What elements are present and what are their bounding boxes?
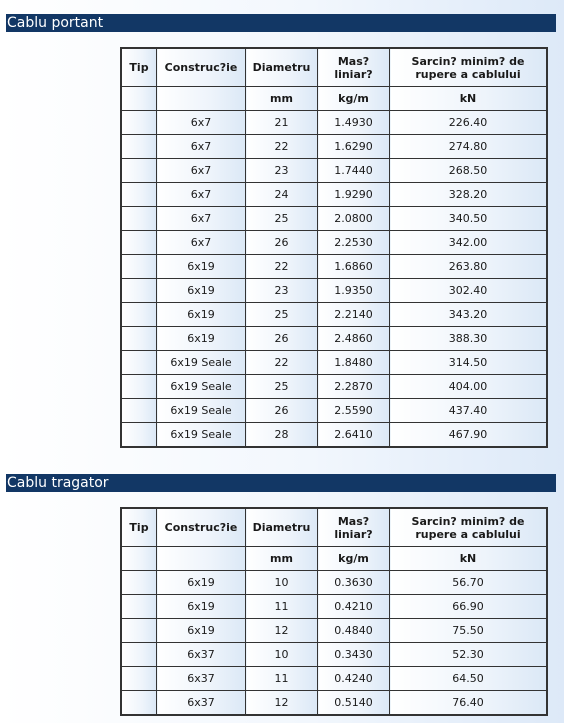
cell-diametru: 28 bbox=[246, 423, 318, 448]
cell-tip bbox=[121, 619, 157, 643]
cell-diametru: 11 bbox=[246, 595, 318, 619]
table-row bbox=[121, 667, 547, 691]
cell-sarcina: 66.90 bbox=[390, 595, 548, 619]
cell-diametru: 24 bbox=[246, 183, 318, 207]
cell-constructie: 6x19 Seale bbox=[157, 351, 246, 375]
cell-tip bbox=[121, 207, 157, 231]
cell-sarcina: 76.40 bbox=[390, 691, 548, 716]
cell-tip bbox=[121, 303, 157, 327]
cell-constructie: 6x19 bbox=[157, 303, 246, 327]
table-row bbox=[121, 375, 547, 399]
cell-sarcina: 263.80 bbox=[390, 255, 548, 279]
unit-tip bbox=[121, 87, 157, 111]
table-row bbox=[121, 303, 547, 327]
cell-diametru: 10 bbox=[246, 643, 318, 667]
table-row bbox=[121, 255, 547, 279]
cell-masa-liniara: 1.6860 bbox=[318, 255, 390, 279]
table-body-cablu-portant bbox=[121, 111, 547, 448]
cell-tip bbox=[121, 423, 157, 448]
table-row bbox=[121, 571, 547, 595]
unit-diametru: mm bbox=[246, 87, 318, 111]
cell-tip bbox=[121, 691, 157, 716]
cell-constructie: 6x19 bbox=[157, 571, 246, 595]
unit-diametru: mm bbox=[246, 547, 318, 571]
cell-masa-liniara: 0.3430 bbox=[318, 643, 390, 667]
cell-sarcina: 64.50 bbox=[390, 667, 548, 691]
cell-masa-liniara: 2.4860 bbox=[318, 327, 390, 351]
cell-sarcina: 388.30 bbox=[390, 327, 548, 351]
table-row bbox=[121, 327, 547, 351]
header-sarcina-minima: Sarcin? minim? de rupere a cablului bbox=[390, 48, 548, 87]
cell-diametru: 26 bbox=[246, 399, 318, 423]
cell-diametru: 23 bbox=[246, 279, 318, 303]
cell-sarcina: 437.40 bbox=[390, 399, 548, 423]
cell-diametru: 22 bbox=[246, 351, 318, 375]
cell-constructie: 6x37 bbox=[157, 691, 246, 716]
cell-sarcina: 52.30 bbox=[390, 643, 548, 667]
header-masa-liniara: Mas? liniar? bbox=[318, 508, 390, 547]
cell-diametru: 11 bbox=[246, 667, 318, 691]
table-row bbox=[121, 351, 547, 375]
unit-masa-liniara: kg/m bbox=[318, 547, 390, 571]
cell-constructie: 6x19 bbox=[157, 619, 246, 643]
cell-constructie: 6x19 bbox=[157, 279, 246, 303]
cell-tip bbox=[121, 231, 157, 255]
unit-constructie bbox=[157, 87, 246, 111]
cell-sarcina: 328.20 bbox=[390, 183, 548, 207]
cell-constructie: 6x19 bbox=[157, 255, 246, 279]
cell-masa-liniara: 1.4930 bbox=[318, 111, 390, 135]
unit-constructie bbox=[157, 547, 246, 571]
cell-tip bbox=[121, 399, 157, 423]
header-constructie: Construc?ie bbox=[157, 48, 246, 87]
cell-diametru: 10 bbox=[246, 571, 318, 595]
cell-diametru: 26 bbox=[246, 231, 318, 255]
cell-sarcina: 404.00 bbox=[390, 375, 548, 399]
table-cablu-portant bbox=[120, 47, 548, 448]
cell-masa-liniara: 2.2530 bbox=[318, 231, 390, 255]
table-units-row bbox=[121, 547, 547, 571]
cell-sarcina: 342.00 bbox=[390, 231, 548, 255]
cell-diametru: 26 bbox=[246, 327, 318, 351]
table-row bbox=[121, 159, 547, 183]
cell-sarcina: 226.40 bbox=[390, 111, 548, 135]
header-constructie: Construc?ie bbox=[157, 508, 246, 547]
header-sarcina-minima: Sarcin? minim? de rupere a cablului bbox=[390, 508, 548, 547]
header-tip: Tip bbox=[121, 508, 157, 547]
cell-masa-liniara: 0.4840 bbox=[318, 619, 390, 643]
cell-masa-liniara: 1.7440 bbox=[318, 159, 390, 183]
cell-tip bbox=[121, 111, 157, 135]
table-header-row bbox=[121, 48, 547, 87]
cell-constructie: 6x7 bbox=[157, 111, 246, 135]
table-row bbox=[121, 111, 547, 135]
cell-constructie: 6x7 bbox=[157, 231, 246, 255]
cell-diametru: 25 bbox=[246, 375, 318, 399]
cell-tip bbox=[121, 667, 157, 691]
table-row bbox=[121, 643, 547, 667]
cell-masa-liniara: 0.4240 bbox=[318, 667, 390, 691]
table-cablu-tragator bbox=[120, 507, 548, 716]
cell-sarcina: 268.50 bbox=[390, 159, 548, 183]
table-cablu-portant-wrapper bbox=[120, 47, 548, 448]
cell-sarcina: 302.40 bbox=[390, 279, 548, 303]
table-row bbox=[121, 399, 547, 423]
cell-constructie: 6x19 bbox=[157, 327, 246, 351]
header-diametru: Diametru bbox=[246, 508, 318, 547]
cell-diametru: 22 bbox=[246, 255, 318, 279]
cell-masa-liniara: 1.9290 bbox=[318, 183, 390, 207]
cell-sarcina: 56.70 bbox=[390, 571, 548, 595]
cell-masa-liniara: 2.2870 bbox=[318, 375, 390, 399]
cell-masa-liniara: 1.6290 bbox=[318, 135, 390, 159]
header-diametru: Diametru bbox=[246, 48, 318, 87]
section-title-cablu-portant: Cablu portant bbox=[6, 14, 556, 32]
cell-sarcina: 314.50 bbox=[390, 351, 548, 375]
cell-tip bbox=[121, 327, 157, 351]
cell-sarcina: 274.80 bbox=[390, 135, 548, 159]
cell-masa-liniara: 2.2140 bbox=[318, 303, 390, 327]
cell-masa-liniara: 2.6410 bbox=[318, 423, 390, 448]
cell-diametru: 22 bbox=[246, 135, 318, 159]
cell-sarcina: 467.90 bbox=[390, 423, 548, 448]
cell-diametru: 25 bbox=[246, 207, 318, 231]
table-row bbox=[121, 183, 547, 207]
cell-sarcina: 343.20 bbox=[390, 303, 548, 327]
header-masa-liniara: Mas? liniar? bbox=[318, 48, 390, 87]
cell-sarcina: 340.50 bbox=[390, 207, 548, 231]
header-tip: Tip bbox=[121, 48, 157, 87]
cell-tip bbox=[121, 135, 157, 159]
table-row bbox=[121, 691, 547, 716]
table-row bbox=[121, 595, 547, 619]
cell-constructie: 6x7 bbox=[157, 135, 246, 159]
cell-diametru: 12 bbox=[246, 619, 318, 643]
cell-constructie: 6x37 bbox=[157, 667, 246, 691]
cell-masa-liniara: 0.5140 bbox=[318, 691, 390, 716]
cell-tip bbox=[121, 255, 157, 279]
cell-constructie: 6x19 bbox=[157, 595, 246, 619]
cell-tip bbox=[121, 159, 157, 183]
cell-tip bbox=[121, 279, 157, 303]
unit-tip bbox=[121, 547, 157, 571]
table-body-cablu-tragator bbox=[121, 571, 547, 716]
cell-tip bbox=[121, 351, 157, 375]
unit-sarcina: kN bbox=[390, 87, 548, 111]
table-row bbox=[121, 231, 547, 255]
cell-diametru: 12 bbox=[246, 691, 318, 716]
cell-masa-liniara: 1.9350 bbox=[318, 279, 390, 303]
table-units-row bbox=[121, 87, 547, 111]
cell-constructie: 6x37 bbox=[157, 643, 246, 667]
cell-masa-liniara: 2.0800 bbox=[318, 207, 390, 231]
cell-constructie: 6x7 bbox=[157, 183, 246, 207]
cell-tip bbox=[121, 375, 157, 399]
table-row bbox=[121, 207, 547, 231]
table-row bbox=[121, 279, 547, 303]
cell-masa-liniara: 2.5590 bbox=[318, 399, 390, 423]
cell-masa-liniara: 0.4210 bbox=[318, 595, 390, 619]
cell-diametru: 21 bbox=[246, 111, 318, 135]
cell-masa-liniara: 0.3630 bbox=[318, 571, 390, 595]
section-title-cablu-tragator: Cablu tragator bbox=[6, 474, 556, 492]
table-row bbox=[121, 423, 547, 448]
table-header-row bbox=[121, 508, 547, 547]
cell-tip bbox=[121, 183, 157, 207]
table-cablu-tragator-wrapper bbox=[120, 507, 548, 716]
table-row bbox=[121, 135, 547, 159]
cell-tip bbox=[121, 571, 157, 595]
cell-constructie: 6x19 Seale bbox=[157, 399, 246, 423]
cell-constructie: 6x19 Seale bbox=[157, 375, 246, 399]
unit-sarcina: kN bbox=[390, 547, 548, 571]
cell-constructie: 6x7 bbox=[157, 159, 246, 183]
cell-diametru: 23 bbox=[246, 159, 318, 183]
cell-diametru: 25 bbox=[246, 303, 318, 327]
cell-tip bbox=[121, 643, 157, 667]
cell-tip bbox=[121, 595, 157, 619]
cell-sarcina: 75.50 bbox=[390, 619, 548, 643]
cell-masa-liniara: 1.8480 bbox=[318, 351, 390, 375]
cell-constructie: 6x7 bbox=[157, 207, 246, 231]
table-row bbox=[121, 619, 547, 643]
unit-masa-liniara: kg/m bbox=[318, 87, 390, 111]
cell-constructie: 6x19 Seale bbox=[157, 423, 246, 448]
